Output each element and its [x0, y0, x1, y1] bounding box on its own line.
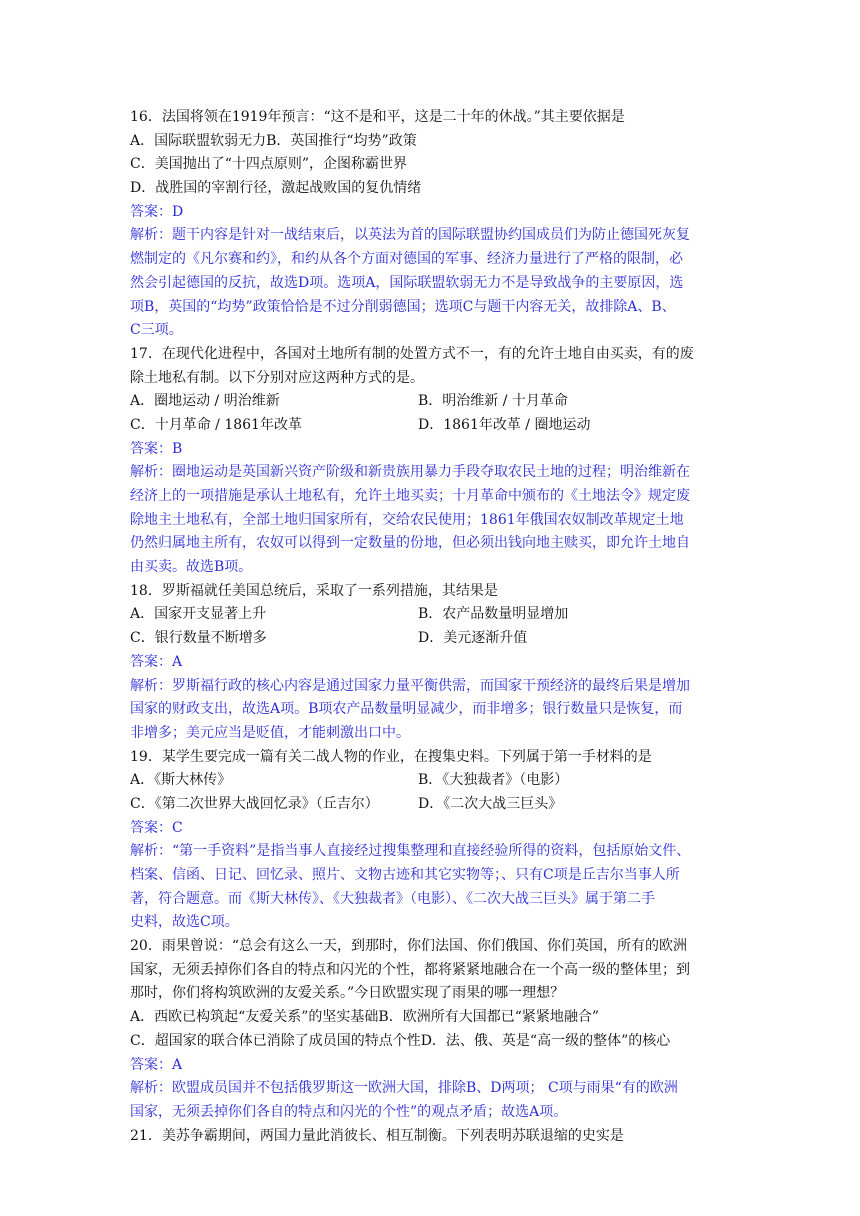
q19-option-a: A．《斯大林传》: [130, 772, 232, 789]
q20-option-ab: A．西欧已构筑起“友爱关系”的坚实基础B．欧洲所有大国都已“紧紧地融合”: [130, 1009, 600, 1026]
q17-option-c: C．十月革命 / 1861年改革: [130, 416, 302, 433]
q18-stem: 18．罗斯福就任美国总统后，采取了一系列措施，其结果是: [130, 582, 498, 599]
q18-option-c: C．银行数量不断增多: [130, 630, 267, 647]
q18-option-b: B．农产品数量明显增加: [418, 606, 569, 623]
q17-stem-line: 17．在现代化进程中，各国对土地所有制的处置方式不一，有的允许土地自由买卖，有的废: [130, 345, 694, 362]
q16-option-c: C．美国抛出了“十四点原则”，企图称霸世界: [130, 156, 408, 173]
q20-stem-line: 20．雨果曾说：“总会有这么一天，到那时，你们法国、你们俄国、你们英国，所有的欧洲: [130, 938, 687, 955]
q20-analysis-line: 解析：欧盟成员国并不包括俄罗斯这一欧洲大国，排除B、D两项； C项与雨果“有的欧洲: [130, 1080, 678, 1097]
q16-analysis-line: 燃制定的《凡尔赛和约》，和约从各个方面对德国的军事、经济力量进行了严格的限制，必: [130, 251, 683, 268]
q17-analysis-line: 解析：圈地运动是英国新兴资产阶级和新贵族用暴力手段夺取农民土地的过程；明治维新在: [130, 464, 690, 481]
q18-option-d: D．美元逐渐升值: [418, 630, 528, 647]
q21-stem: 21．美苏争霸期间，两国力量此消彼长、相互制衡。下列表明苏联退缩的史实是: [130, 1127, 624, 1144]
q17-analysis-line: 经济上的一项措施是承认土地私有，允许土地买卖；十月革命中颁布的《土地法令》规定废: [130, 488, 690, 504]
q19-analysis-line: 解析：“第一手资料”是指当事人直接经过搜集整理和直接经验所得的资料，包括原始文件、: [130, 843, 691, 860]
q20-stem-line: 那时，你们将构筑欧洲的友爱关系。”今日欧盟实现了雨果的哪一理想？: [130, 985, 565, 1002]
q18-options-row: [130, 627, 740, 651]
document-content: [130, 106, 740, 1148]
q16-analysis-line: 然会引起德国的反抗，故选D项。选项A，国际联盟软弱无力不是导致战争的主要原因，选: [130, 274, 684, 291]
q17-options-row: [130, 414, 740, 438]
q18-option-a: A．国家开支显著上升: [130, 606, 267, 623]
q16-analysis-line: C三项。: [130, 322, 183, 339]
q17-options-row: [130, 390, 740, 414]
q16-analysis-line: 项B，英国的“均势”政策恰恰是不过分削弱德国；选项C与题干内容无关，故排除A、B、: [130, 298, 676, 315]
q19-answer: 答案：C: [130, 819, 183, 836]
q18-analysis-line: 非增多；美元应当是贬值，才能刺激出口中。: [130, 724, 410, 741]
q16-option-d: D．战胜国的宰割行径，激起战败国的复仇情绪: [130, 180, 422, 197]
q19-analysis-line: 史料，故选C项。: [130, 914, 239, 931]
q17-stem-line: 除土地私有制。以下分别对应这两种方式的是。: [130, 369, 424, 386]
q17-analysis-line: 除地主土地私有，全部土地归国家所有，交给农民使用；1861年俄国农奴制改革规定土地: [130, 511, 684, 528]
q17-option-a: A．圈地运动 / 明治维新: [130, 393, 280, 410]
q17-option-b: B．明治维新 / 十月革命: [418, 393, 568, 410]
q19-option-c: C．《第二次世界大战回忆录》（丘吉尔）: [130, 795, 379, 812]
q18-analysis-line: 解析：罗斯福行政的核心内容是通过国家力量平衡供需，而国家干预经济的最终后果是增加: [130, 677, 690, 694]
q16-answer: 答案：D: [130, 203, 184, 220]
q17-answer: 答案：B: [130, 440, 183, 457]
q19-option-d: D．《二次大战三巨头》: [418, 795, 563, 812]
q19-option-b: B．《大独裁者》（电影）: [418, 772, 569, 789]
q16-stem: 16．法国将领在1919年预言：“这不是和平，这是二十年的休战。”其主要依据是: [130, 109, 625, 125]
q16-option-ab: A．国际联盟软弱无力B．英国推行“均势”政策: [130, 132, 417, 149]
q19-analysis-line: 档案、信函、日记、回忆录、照片、文物古迹和其它实物等；、只有C项是丘吉尔当事人所: [130, 867, 680, 883]
q20-stem-line: 国家，无须丢掉你们各自的特点和闪光的个性，都将紧紧地融合在一个高一级的整体里；到: [130, 961, 690, 978]
q18-answer: 答案：A: [130, 653, 183, 670]
q19-options-row: [130, 769, 740, 793]
q19-analysis-line: 著，符合题意。而《斯大林传》、《大独裁者》（电影）、《二次大战三巨头》属于第二手: [130, 890, 655, 907]
q17-analysis-line: 由买卖。故选B项。: [130, 559, 253, 576]
q20-analysis-line: 国家，无须丢掉你们各自的特点和闪光的个性”的观点矛盾；故选A项。: [130, 1103, 568, 1120]
q18-analysis-line: 国家的财政支出，故选A项。B项农产品数量明显减少，而非增多；银行数量只是恢复，而: [130, 701, 683, 718]
q18-options-row: [130, 603, 740, 627]
q20-option-cd: C．超国家的联合体已消除了成员国的特点个性D．法、俄、英是“高一级的整体”的核心: [130, 1032, 671, 1049]
q17-option-d: D．1861年改革 / 圈地运动: [418, 416, 591, 433]
q19-options-row: [130, 793, 740, 817]
q20-answer: 答案：A: [130, 1056, 183, 1073]
q16-analysis-line: 解析：题干内容是针对一战结束后，以英法为首的国际联盟协约国成员们为防止德国死灰复: [130, 227, 690, 244]
q17-analysis-line: 仍然归属地主所有，农奴可以得到一定数量的份地，但必须出钱向地主赎买，即允许土地自: [130, 535, 690, 552]
q19-stem: 19．某学生要完成一篇有关二战人物的作业，在搜集史料。下列属于第一手材料的是: [130, 748, 652, 765]
